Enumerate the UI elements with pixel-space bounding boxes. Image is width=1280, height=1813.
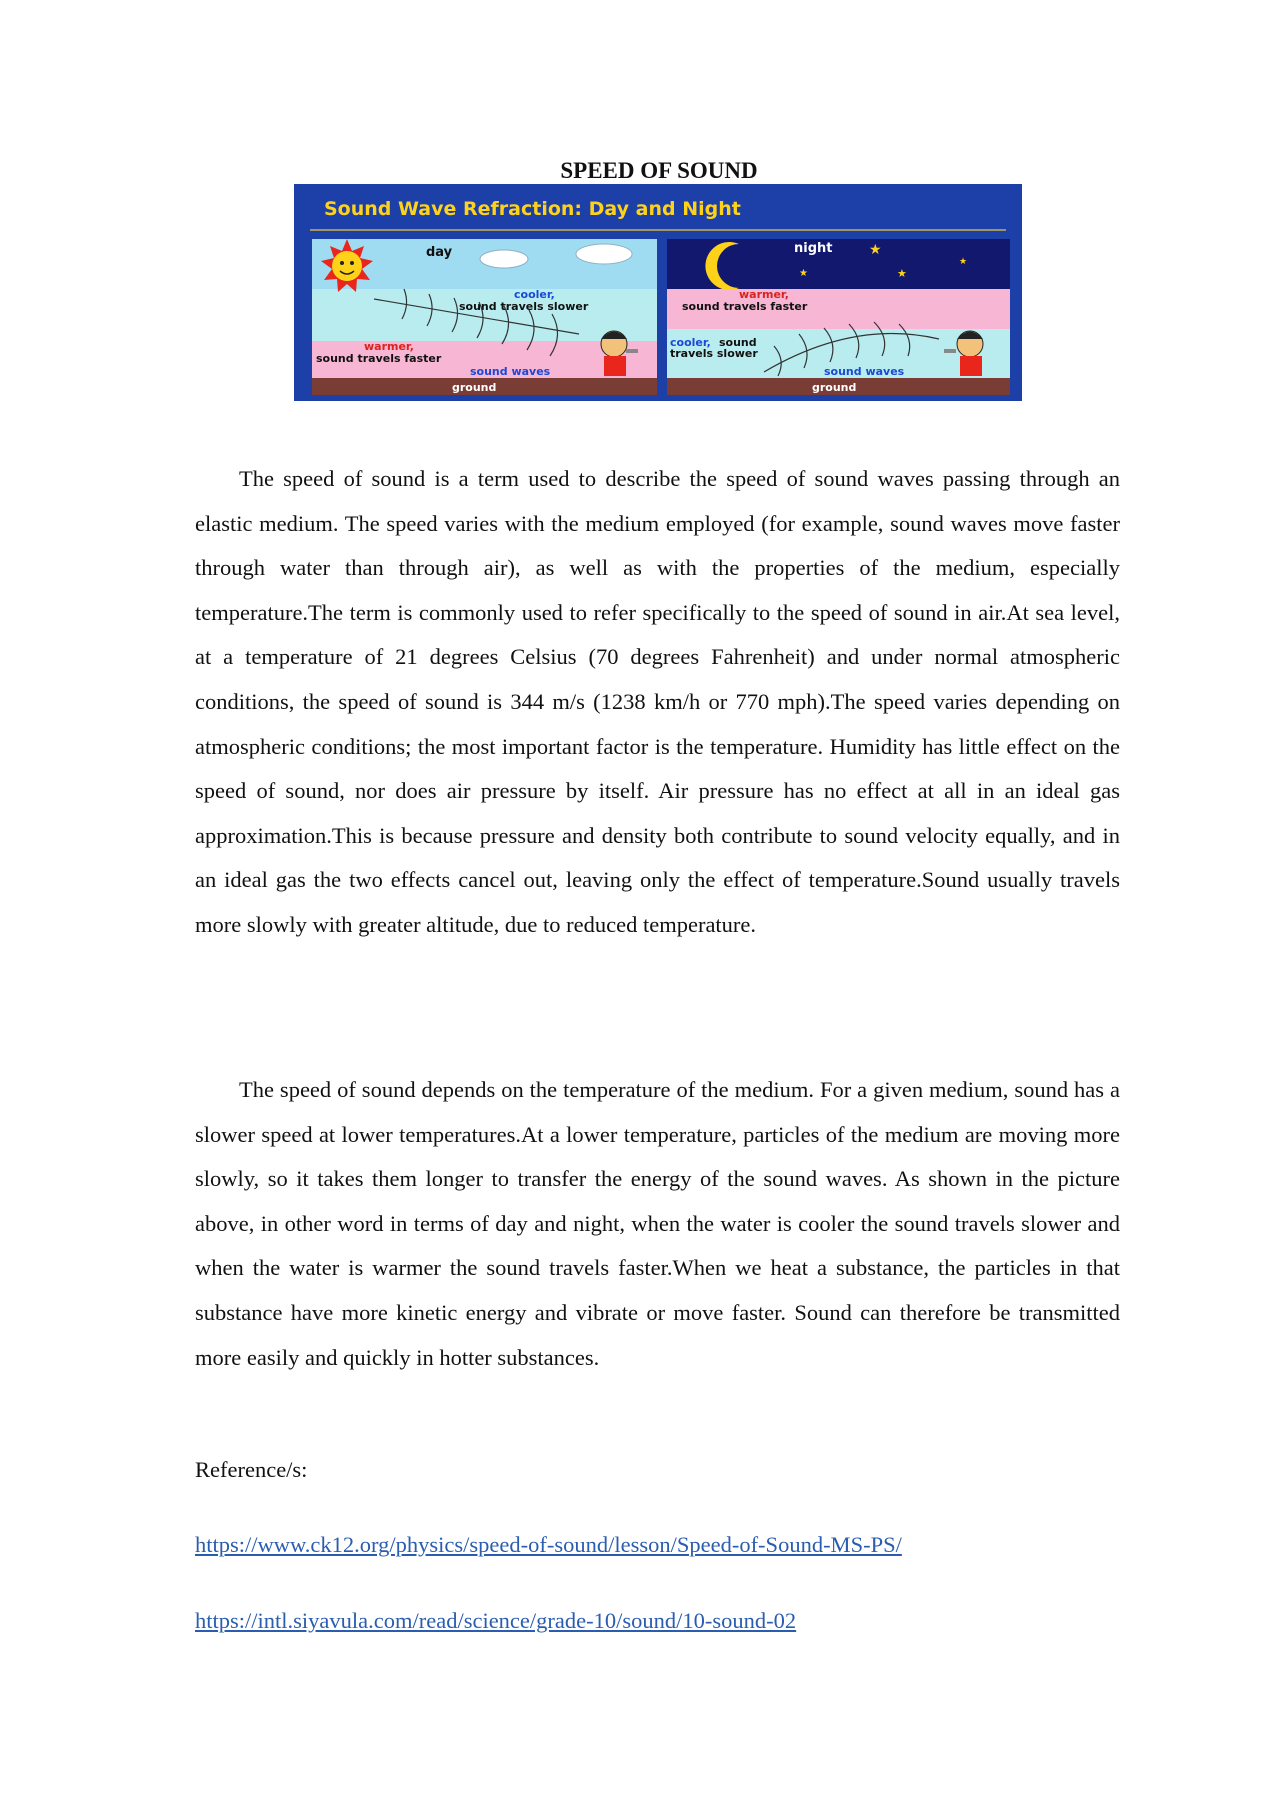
reference-link[interactable]: https://www.ck12.org/physics/speed-of-sound/lesson/Speed-of-Sound-MS-PS/ bbox=[195, 1532, 902, 1557]
day-lower-layer: warmer, bbox=[364, 340, 414, 353]
day-ground-label: ground bbox=[452, 381, 497, 394]
references-label: Reference/s: bbox=[195, 1457, 308, 1482]
paragraph bbox=[195, 457, 1120, 948]
paragraph-text: The speed of sound is a term used to describe the speed of sound waves passing through an elastic medium. The speed varies with the medium employed (for example, sound waves move faster through water than through air), as well as with the properties of the medium, especially temperature.The term is commonly used to refer specifically to the speed of sound in air.At sea level, at a temperature of 21 degrees Celsius (70 degrees Fahrenheit) and under normal atmospheric conditions, the speed of sound is 344 m/s (1238 km/h or 770 mph).The speed varies depending on atmospheric conditions; the most important factor is the temperature. Humidity has little effect on the speed of sound, nor does air pressure by itself. Air pressure has no effect at all in an ideal gas approximation.This is because pressure and density both contribute to sound velocity equally, and in an ideal gas the two effects cancel out, leaving only the effect of temperature.Sound usually travels more slowly with greater altitude, due to reduced temperature. bbox=[195, 466, 1120, 937]
night-lower-layer: cooler, bbox=[670, 336, 711, 349]
night-lower-caption-2: travels slower bbox=[670, 347, 758, 360]
night-waves-label: sound waves bbox=[824, 365, 905, 378]
day-upper-caption: sound travels slower bbox=[459, 300, 589, 313]
night-label: night bbox=[794, 241, 833, 256]
star-icon: ★ bbox=[959, 257, 968, 267]
day-waves-label: sound waves bbox=[470, 365, 551, 378]
day-panel bbox=[312, 239, 657, 395]
day-lower-caption: sound travels faster bbox=[316, 352, 442, 365]
day-label: day bbox=[426, 245, 453, 260]
night-lower-caption: sound bbox=[719, 336, 757, 349]
night-ground-label: ground bbox=[812, 381, 857, 394]
reference-link[interactable]: https://intl.siyavula.com/read/science/grade-10/sound/10-sound-02 bbox=[195, 1608, 797, 1633]
cloud-icon bbox=[576, 244, 632, 264]
star-icon: ★ bbox=[897, 267, 907, 280]
night-upper-caption: sound travels faster bbox=[682, 300, 808, 313]
night-upper-layer: warmer, bbox=[739, 288, 789, 301]
star-icon: ★ bbox=[799, 268, 808, 279]
night-panel bbox=[667, 239, 1010, 395]
paragraph-text: The speed of sound depends on the temperature of the medium. For a given medium, sound has a slower speed at lower temperatures.At a lower temperature, particles of the medium are moving more slowly, so it takes them longer to transfer the energy of the sound waves. As shown in the picture above, in other word in terms of day and night, when the water is cooler the sound travels slower and when the water is warmer the sound travels faster.When we heat a substance, the particles in that substance have more kinetic energy and vibrate or move faster. Sound can therefore be transmitted more easily and quickly in hotter substances. bbox=[195, 1077, 1120, 1370]
figure-heading: Sound Wave Refraction: Day and Night bbox=[324, 198, 741, 220]
day-upper-layer: cooler, bbox=[514, 288, 555, 301]
cloud-icon bbox=[480, 250, 528, 268]
star-icon: ★ bbox=[869, 242, 882, 258]
page-title: SPEED OF SOUND bbox=[560, 158, 758, 183]
paragraph bbox=[195, 1068, 1120, 1380]
sound-refraction-figure bbox=[294, 184, 1022, 401]
